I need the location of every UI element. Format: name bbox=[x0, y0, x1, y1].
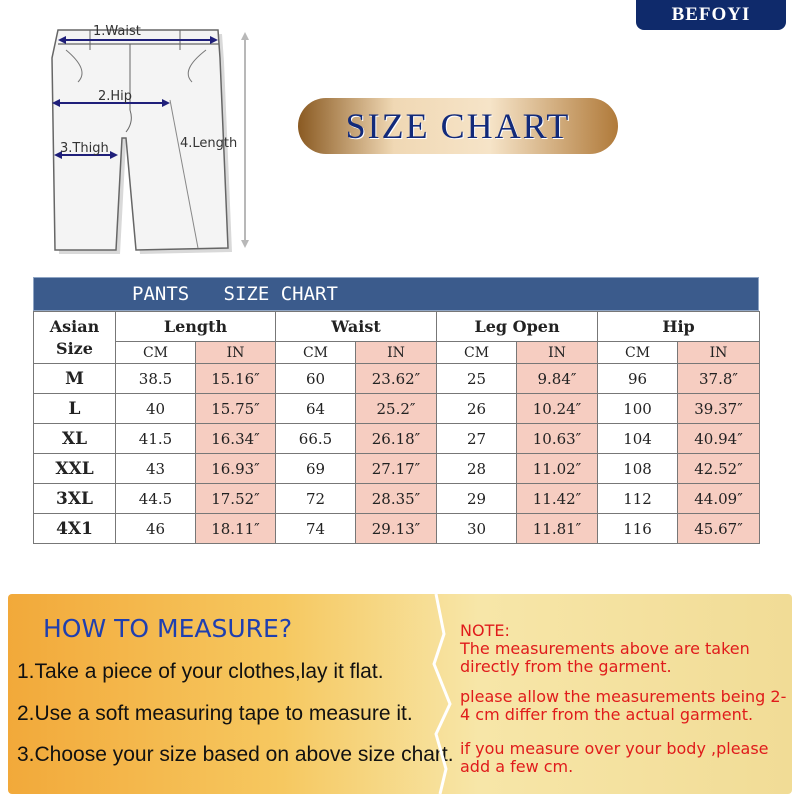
table-row bbox=[34, 454, 760, 484]
leg-in-cell: 10.63″ bbox=[517, 424, 598, 454]
size-cell: XXL bbox=[34, 454, 116, 484]
size-cell: 4X1 bbox=[34, 514, 116, 544]
length-measure-line bbox=[241, 32, 249, 248]
waist-cm-cell: 66.5 bbox=[276, 424, 356, 454]
leg-open-header: Leg Open bbox=[437, 312, 598, 342]
unit-in: IN bbox=[356, 342, 437, 364]
size-cell: XL bbox=[34, 424, 116, 454]
hip-in-cell: 40.94″ bbox=[678, 424, 760, 454]
waist-label: 1.Waist bbox=[93, 24, 141, 39]
hip-cm-cell: 116 bbox=[598, 514, 678, 544]
hip-cm-cell: 108 bbox=[598, 454, 678, 484]
measure-step-1: 1.Take a piece of your clothes,lay it flat. bbox=[17, 660, 384, 683]
how-to-measure-title: HOW TO MEASURE? bbox=[43, 614, 293, 643]
leg-cm-cell: 29 bbox=[437, 484, 517, 514]
size-cell: M bbox=[34, 364, 116, 394]
length-in-cell: 18.11″ bbox=[196, 514, 276, 544]
waist-in-cell: 23.62″ bbox=[356, 364, 437, 394]
length-cm-cell: 44.5 bbox=[116, 484, 196, 514]
unit-cm: CM bbox=[437, 342, 517, 364]
lightning-divider-icon bbox=[428, 594, 458, 794]
length-cm-cell: 40 bbox=[116, 394, 196, 424]
table-row bbox=[34, 394, 760, 424]
unit-in: IN bbox=[196, 342, 276, 364]
length-in-cell: 17.52″ bbox=[196, 484, 276, 514]
waist-cm-cell: 64 bbox=[276, 394, 356, 424]
pants-size-table bbox=[33, 277, 759, 544]
table-row bbox=[34, 484, 760, 514]
table-row bbox=[34, 364, 760, 394]
leg-in-cell: 9.84″ bbox=[517, 364, 598, 394]
length-cm-cell: 43 bbox=[116, 454, 196, 484]
note-text-2: please allow the measurements being 2-4 cm differ from the actual garment. bbox=[460, 687, 787, 724]
size-chart-banner bbox=[298, 98, 618, 154]
how-to-measure-panel bbox=[8, 594, 792, 794]
leg-cm-cell: 28 bbox=[437, 454, 517, 484]
size-cell: L bbox=[34, 394, 116, 424]
hip-in-cell: 42.52″ bbox=[678, 454, 760, 484]
length-in-cell: 16.34″ bbox=[196, 424, 276, 454]
unit-cm: CM bbox=[116, 342, 196, 364]
length-in-cell: 15.75″ bbox=[196, 394, 276, 424]
hip-cm-cell: 100 bbox=[598, 394, 678, 424]
waist-in-cell: 25.2″ bbox=[356, 394, 437, 424]
thigh-label: 3.Thigh bbox=[60, 141, 109, 156]
unit-in: IN bbox=[517, 342, 598, 364]
hip-header: Hip bbox=[598, 312, 760, 342]
hip-in-cell: 39.37″ bbox=[678, 394, 760, 424]
leg-in-cell: 11.42″ bbox=[517, 484, 598, 514]
measure-step-3: 3.Choose your size based on above size chart. bbox=[17, 743, 454, 766]
length-in-cell: 16.93″ bbox=[196, 454, 276, 484]
note-title: NOTE: bbox=[460, 621, 510, 640]
note-text-3: if you measure over your body ,please add a few cm. bbox=[460, 739, 769, 776]
size-cell: 3XL bbox=[34, 484, 116, 514]
length-label: 4.Length bbox=[180, 136, 238, 151]
waist-in-cell: 28.35″ bbox=[356, 484, 437, 514]
waist-cm-cell: 69 bbox=[276, 454, 356, 484]
hip-in-cell: 37.8″ bbox=[678, 364, 760, 394]
leg-cm-cell: 26 bbox=[437, 394, 517, 424]
waist-header: Waist bbox=[276, 312, 437, 342]
unit-in: IN bbox=[678, 342, 760, 364]
unit-cm: CM bbox=[276, 342, 356, 364]
waist-cm-cell: 60 bbox=[276, 364, 356, 394]
size-label: Size bbox=[56, 338, 93, 358]
asian-size-header bbox=[34, 312, 116, 364]
asian-label: Asian bbox=[49, 316, 100, 336]
leg-in-cell: 10.24″ bbox=[517, 394, 598, 424]
waist-in-cell: 27.17″ bbox=[356, 454, 437, 484]
hip-cm-cell: 104 bbox=[598, 424, 678, 454]
waist-in-cell: 29.13″ bbox=[356, 514, 437, 544]
measure-step-2: 2.Use a soft measuring tape to measure it. bbox=[17, 702, 413, 725]
length-header: Length bbox=[116, 312, 276, 342]
unit-cm: CM bbox=[598, 342, 678, 364]
length-cm-cell: 38.5 bbox=[116, 364, 196, 394]
length-cm-cell: 41.5 bbox=[116, 424, 196, 454]
hip-label: 2.Hip bbox=[98, 89, 133, 104]
waist-in-cell: 26.18″ bbox=[356, 424, 437, 454]
length-cm-cell: 46 bbox=[116, 514, 196, 544]
waist-cm-cell: 74 bbox=[276, 514, 356, 544]
hip-in-cell: 45.67″ bbox=[678, 514, 760, 544]
hip-cm-cell: 112 bbox=[598, 484, 678, 514]
hip-in-cell: 44.09″ bbox=[678, 484, 760, 514]
leg-cm-cell: 30 bbox=[437, 514, 517, 544]
banner-title: SIZE CHART bbox=[345, 106, 571, 146]
table-row bbox=[34, 514, 760, 544]
length-in-cell: 15.16″ bbox=[196, 364, 276, 394]
table-row bbox=[34, 424, 760, 454]
leg-in-cell: 11.02″ bbox=[517, 454, 598, 484]
table-title: PANTS SIZE CHART bbox=[33, 277, 759, 311]
leg-cm-cell: 25 bbox=[437, 364, 517, 394]
note-text-1: The measurements above are taken directly from the garment. bbox=[460, 639, 750, 676]
pants-measurement-diagram bbox=[30, 10, 280, 260]
hip-cm-cell: 96 bbox=[598, 364, 678, 394]
waist-cm-cell: 72 bbox=[276, 484, 356, 514]
leg-in-cell: 11.81″ bbox=[517, 514, 598, 544]
leg-cm-cell: 27 bbox=[437, 424, 517, 454]
brand-logo: BEFOYI bbox=[636, 0, 786, 30]
